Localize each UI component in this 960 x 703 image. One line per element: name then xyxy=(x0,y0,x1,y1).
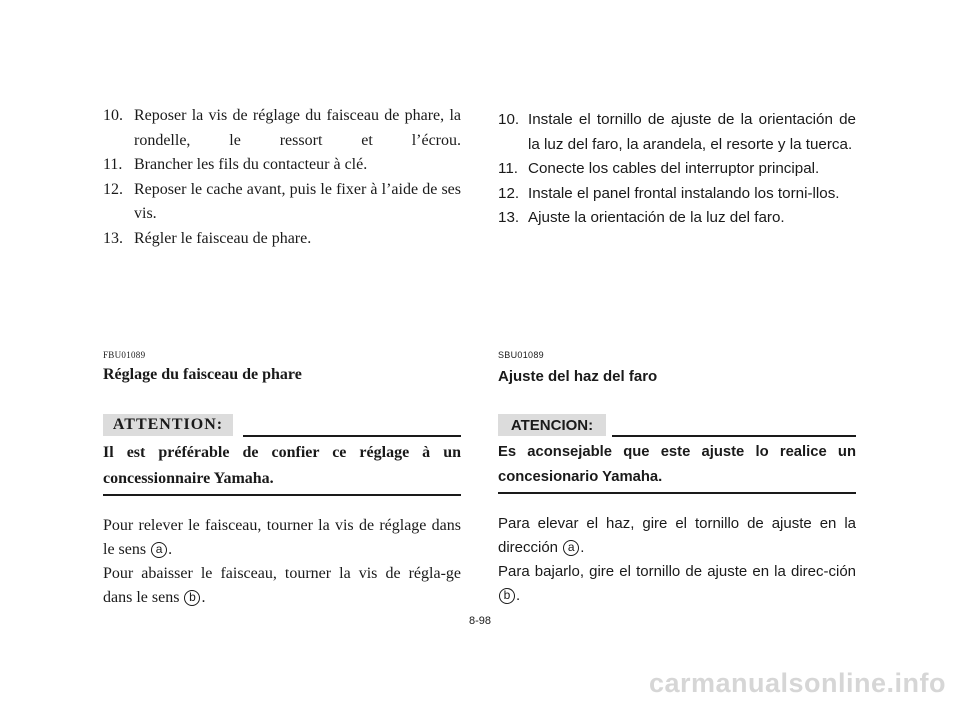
list-item xyxy=(498,157,856,182)
list-item xyxy=(103,178,461,227)
step-text: Conecte los cables del interruptor principal. xyxy=(528,160,820,177)
list-item xyxy=(103,104,461,153)
step-number: 12. xyxy=(103,180,123,198)
section-code: SBU01089 xyxy=(498,350,544,360)
circled-letter-a-icon: a xyxy=(151,542,167,558)
step-number: 13. xyxy=(103,229,123,247)
page-number: 8-98 xyxy=(468,615,492,627)
step-text: Ajuste la orientación de la luz del faro. xyxy=(528,209,785,226)
step-number: 12. xyxy=(498,184,520,202)
step-text: Reposer la vis de réglage du faisceau de phare, la rondelle, le ressort et l’écrou. xyxy=(134,107,461,149)
body-sentence-raise: Para elevar el haz, gire el tornillo de ajuste en la dirección xyxy=(498,515,856,556)
warning-label: ATTENTION: xyxy=(103,414,233,436)
list-item xyxy=(498,182,856,207)
body-text xyxy=(103,514,461,610)
watermark-logo: carmanualsonline.info xyxy=(648,668,946,698)
punctuation: . xyxy=(516,587,521,604)
step-number: 11. xyxy=(498,160,518,177)
step-number: 10. xyxy=(103,107,123,124)
step-number: 11. xyxy=(103,156,123,173)
body-sentence-lower: Pour abaisser le faisceau, tourner la vis de régla-ge dans le sens xyxy=(103,565,461,606)
warning-label: ATENCION: xyxy=(498,414,606,436)
warning-text: Es aconsejable que este ajuste lo realice un concesionario Yamaha. xyxy=(498,444,856,485)
circled-letter-b-icon: b xyxy=(184,590,200,606)
list-item xyxy=(498,206,856,231)
french-steps-list xyxy=(103,104,461,251)
step-number: 10. xyxy=(498,111,520,128)
step-text: Instale el tornillo de ajuste de la orientación de la luz del faro, la arandela, el resorte y la tuerca. xyxy=(528,111,856,153)
step-text: Brancher les fils du contacteur à clé. xyxy=(134,156,368,173)
punctuation: . xyxy=(168,541,173,558)
warning-rule xyxy=(243,435,461,437)
list-item xyxy=(103,227,461,252)
warning-header xyxy=(103,414,461,436)
body-sentence-raise: Pour relever le faisceau, tourner la vis de réglage dans le sens xyxy=(103,517,461,558)
warning-bottom-rule xyxy=(498,492,856,494)
punctuation: . xyxy=(201,589,206,606)
warning-text: Il est préférable de confier ce réglage à un concessionnaire Yamaha. xyxy=(103,444,461,487)
section-code: FBU01089 xyxy=(103,350,146,360)
body-sentence-lower: Para bajarlo, gire el tornillo de ajuste en la direc-ción xyxy=(498,563,856,580)
step-number: 13. xyxy=(498,209,520,226)
circled-letter-a-icon: a xyxy=(563,540,579,556)
step-text: Régler le faisceau de phare. xyxy=(134,229,312,247)
warning-bottom-rule xyxy=(103,494,461,496)
list-item xyxy=(103,153,461,178)
punctuation: . xyxy=(580,539,585,556)
spanish-steps-list xyxy=(498,108,856,231)
step-text: Instale el panel frontal instalando los torni-llos. xyxy=(528,184,840,202)
section-heading: Ajuste del haz del faro xyxy=(498,368,658,385)
list-item xyxy=(498,108,856,157)
body-text xyxy=(498,512,856,608)
warning-header xyxy=(498,414,856,436)
step-text: Reposer le cache avant, puis le fixer à l’aide de ses vis. xyxy=(134,180,461,222)
circled-letter-b-icon: b xyxy=(499,588,515,604)
section-heading: Réglage du faisceau de phare xyxy=(103,366,302,383)
warning-rule xyxy=(612,435,856,437)
